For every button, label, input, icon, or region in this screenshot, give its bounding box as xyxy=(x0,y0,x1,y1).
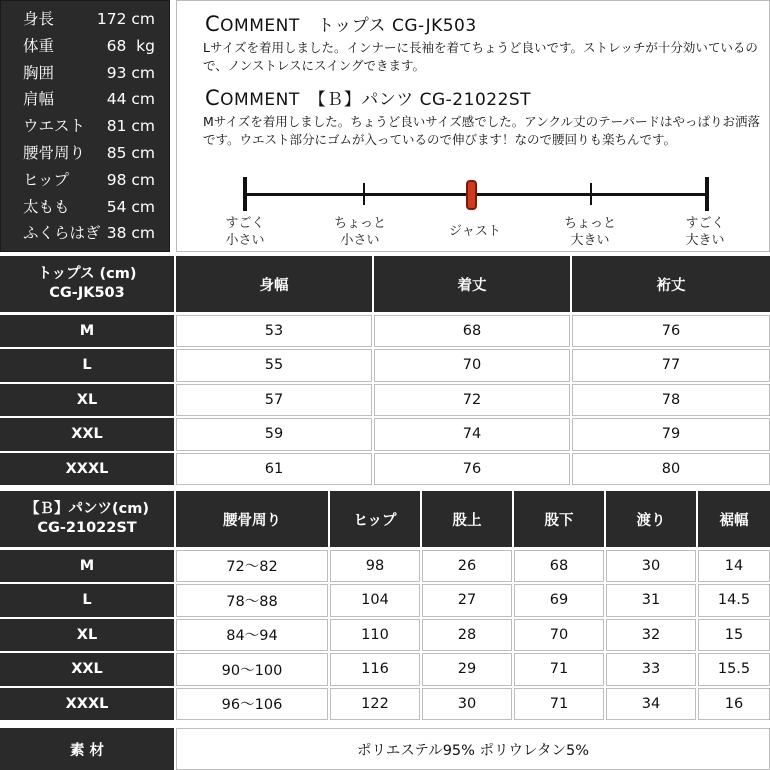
table-cell: 14.5 xyxy=(698,584,770,617)
size-label: XXXL xyxy=(0,688,174,721)
size-label: XXL xyxy=(0,418,174,451)
table-cell: 15.5 xyxy=(698,653,770,686)
table-cell: 68 xyxy=(514,550,604,583)
size-label: L xyxy=(0,584,174,617)
fit-scale-label: ちょっと 大きい xyxy=(563,216,616,248)
measurement-row xyxy=(1,220,171,246)
table-cell: 59 xyxy=(176,418,372,451)
column-header: 腰骨周り xyxy=(176,491,328,547)
comment-title-tops: COMMENT トップス CG-JK503 xyxy=(205,12,477,36)
table-cell: 30 xyxy=(606,550,696,583)
table-cell: 31 xyxy=(606,584,696,617)
table-cell: 98 xyxy=(330,550,420,583)
fit-scale-tick xyxy=(344,193,352,196)
table-cell: 71 xyxy=(514,653,604,686)
measurement-row xyxy=(1,194,171,220)
table-cell: 57 xyxy=(176,384,372,417)
material-value: ポリエステル95% ポリウレタン5% xyxy=(176,728,770,770)
table-cell: 33 xyxy=(606,653,696,686)
size-label: M xyxy=(0,550,174,583)
material-row xyxy=(0,728,770,770)
measurement-value: 38 cm xyxy=(106,224,155,243)
column-header: 股下 xyxy=(514,491,604,547)
table-cell: 76 xyxy=(374,453,570,486)
table-cell: 53 xyxy=(176,315,372,348)
measurement-label: ふくらはぎ xyxy=(23,224,101,243)
table-cell: 61 xyxy=(176,453,372,486)
table-title-line1: トップス (cm) xyxy=(37,266,137,282)
fit-scale-tick xyxy=(363,183,365,205)
material-label: 素 材 xyxy=(0,728,174,770)
measurement-label: 体重 xyxy=(23,36,55,55)
table-cell: 27 xyxy=(422,584,512,617)
table-cell: 55 xyxy=(176,349,372,382)
table-title xyxy=(0,491,174,547)
size-label: M xyxy=(0,315,174,348)
comment-title-pants: COMMENT 【Ｂ】パンツ CG-21022ST xyxy=(205,86,532,110)
column-header: 着丈 xyxy=(374,256,570,312)
measurement-row xyxy=(1,86,171,112)
measurement-value: 81 cm xyxy=(106,117,155,136)
table-cell: 34 xyxy=(606,688,696,721)
measurement-row xyxy=(1,140,171,166)
table-cell: 70 xyxy=(514,619,604,652)
measurement-value: 98 cm xyxy=(106,170,155,189)
table-cell: 72～82 xyxy=(176,550,328,583)
comment-body-pants: Mサイズを着用しました。ちょうど良いサイズ感でした。アンクル丈のテーパードはやっぱりお洒落です。ウエスト部分にゴムが入っているので伸びます！なので腰回りも楽ちんです。 xyxy=(203,114,761,147)
table-cell: 74 xyxy=(374,418,570,451)
measurement-label: ヒップ xyxy=(23,170,70,189)
measurement-label: ウエスト xyxy=(23,117,86,136)
size-label: L xyxy=(0,349,174,382)
table-cell: 26 xyxy=(422,550,512,583)
table-cell: 77 xyxy=(572,349,770,382)
measurement-label: 身長 xyxy=(23,10,55,28)
measurement-value: 68 kg xyxy=(106,36,155,55)
column-header: 裾幅 xyxy=(698,491,770,547)
size-label: XL xyxy=(0,619,174,652)
table-cell: 104 xyxy=(330,584,420,617)
fit-scale-line xyxy=(246,193,708,196)
measurement-value: 54 cm xyxy=(106,197,155,216)
table-cell: 90～100 xyxy=(176,653,328,686)
fit-scale-marker xyxy=(466,180,477,210)
measurement-row xyxy=(1,33,171,59)
table-cell: 96～106 xyxy=(176,688,328,721)
column-header: 裄丈 xyxy=(572,256,770,312)
table-cell: 110 xyxy=(330,619,420,652)
table-cell: 28 xyxy=(422,619,512,652)
table-title-line1: 【Ｂ】パンツ(cm) xyxy=(25,501,149,517)
size-label: XL xyxy=(0,384,174,417)
column-header: 渡り xyxy=(606,491,696,547)
table-title-line2: CG-JK503 xyxy=(49,285,125,301)
column-header: 股上 xyxy=(422,491,512,547)
table-cell: 79 xyxy=(572,418,770,451)
table-title xyxy=(0,256,174,312)
comment-body-tops: Lサイズを着用しました。インナーに長袖を着てちょうど良いです。ストレッチが十分効いているので、ノンストレスにスイングできます。 xyxy=(203,40,758,73)
table-cell: 80 xyxy=(572,453,770,486)
measurement-value: 85 cm xyxy=(106,144,155,162)
measurement-label: 腰骨周り xyxy=(23,144,86,162)
table-cell: 14 xyxy=(698,550,770,583)
fit-scale-tick xyxy=(243,177,247,211)
measurement-row xyxy=(1,113,171,139)
fit-scale-label: すごく 大きい xyxy=(685,216,725,248)
table-cell: 16 xyxy=(698,688,770,721)
table-cell: 32 xyxy=(606,619,696,652)
table-cell: 78 xyxy=(572,384,770,417)
measurement-value: 93 cm xyxy=(106,63,155,82)
fit-scale-label: ちょっと 小さい xyxy=(333,216,386,248)
table-cell: 69 xyxy=(514,584,604,617)
measurement-row xyxy=(1,6,171,32)
table-cell: 68 xyxy=(374,315,570,348)
table-cell: 72 xyxy=(374,384,570,417)
fit-scale-label: ジャスト xyxy=(449,224,501,239)
measurement-label: 太もも xyxy=(23,197,70,216)
table-cell: 76 xyxy=(572,315,770,348)
measurement-value: 44 cm xyxy=(106,90,155,109)
table-cell: 71 xyxy=(514,688,604,721)
table-cell: 70 xyxy=(374,349,570,382)
column-header: 身幅 xyxy=(176,256,372,312)
fit-scale-tick xyxy=(705,177,709,211)
fit-scale-label: すごく 小さい xyxy=(225,216,265,248)
measurement-row xyxy=(1,60,171,86)
table-cell: 116 xyxy=(330,653,420,686)
table-cell: 84～94 xyxy=(176,619,328,652)
model-measurements-panel xyxy=(0,0,170,252)
table-title-line2: CG-21022ST xyxy=(37,520,137,536)
table-cell: 78～88 xyxy=(176,584,328,617)
size-label: XXXL xyxy=(0,453,174,486)
table-cell: 30 xyxy=(422,688,512,721)
fit-scale-tick xyxy=(590,183,592,205)
table-cell: 122 xyxy=(330,688,420,721)
size-label: XXL xyxy=(0,653,174,686)
measurement-label: 胸囲 xyxy=(23,63,55,82)
table-cell: 29 xyxy=(422,653,512,686)
table-cell: 15 xyxy=(698,619,770,652)
measurement-label: 肩幅 xyxy=(23,90,55,109)
column-header: ヒップ xyxy=(330,491,420,547)
measurement-row xyxy=(1,167,171,193)
measurement-value: 172 cm xyxy=(96,10,155,28)
